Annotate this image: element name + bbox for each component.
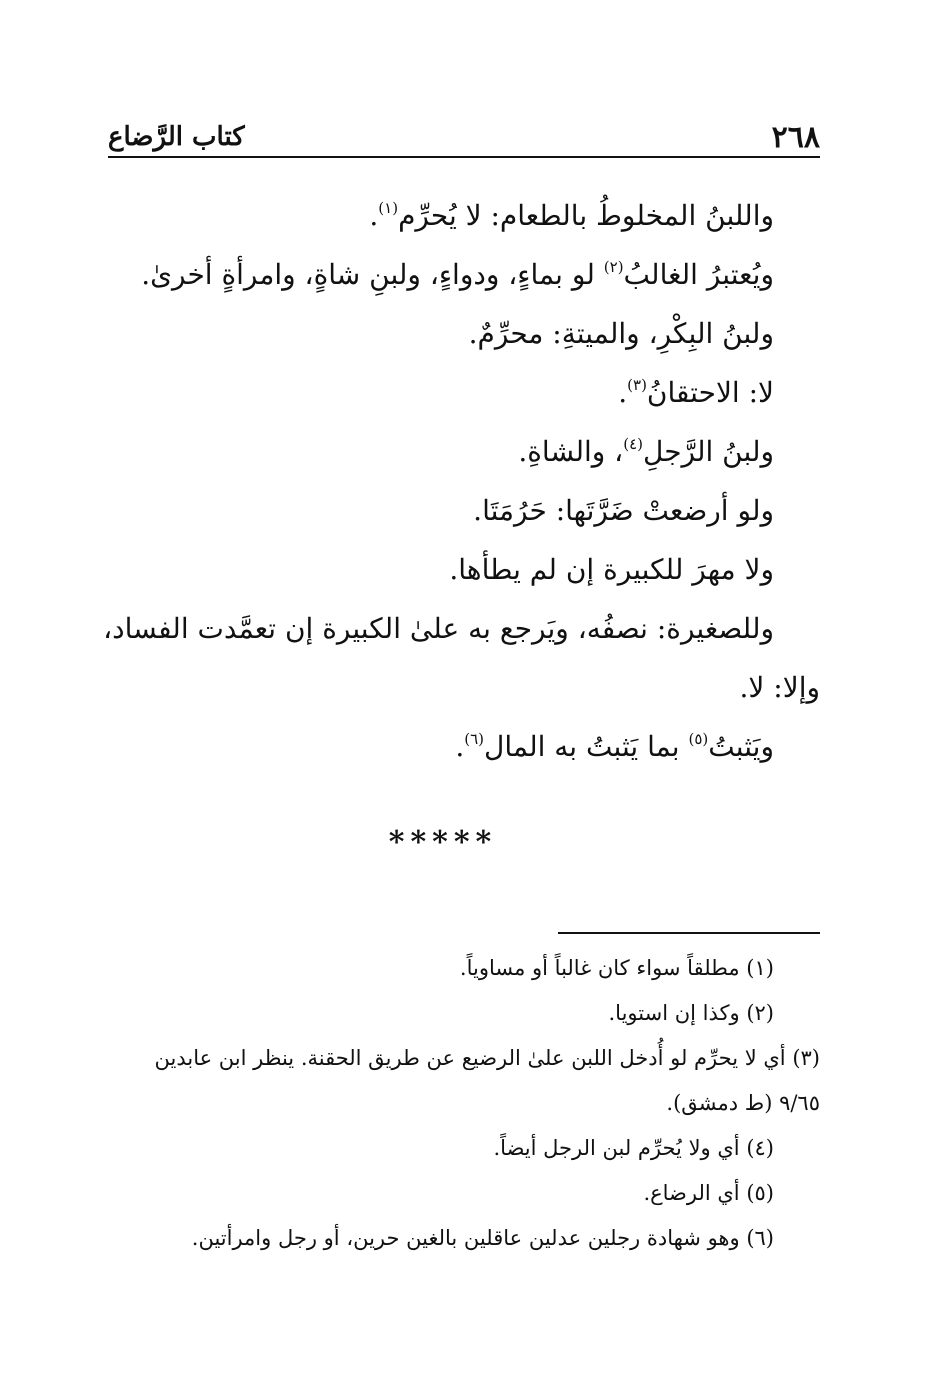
footnote-2: (٢) وكذا إن استويا. [608, 1001, 774, 1025]
footnotes [108, 946, 820, 1261]
footnote-4: (٤) أي ولا يُحرِّم لبن الرجل أيضاً. [493, 1136, 774, 1160]
section-separator: ***** [388, 825, 498, 860]
line-tail: . [455, 730, 465, 763]
text-line-5 [108, 422, 774, 481]
footnote-1: (١) مطلقاً سواء كان غالباً أو مساوياً. [459, 956, 774, 980]
header-rule [108, 156, 820, 158]
footnote-ref: (٦) [464, 730, 485, 748]
line-text: وللصغيرة: نصفُه، ويَرجع به علىٰ الكبيرة إن تعمَّدت الفساد، [103, 612, 774, 645]
footnote-ref: (١) [378, 199, 399, 217]
line-text: ويَثبتُ [708, 730, 774, 763]
text-line-6 [108, 481, 774, 540]
footnote-6: (٦) وهو شهادة رجلين عدلين عاقلين بالغين حرين، أو رجل وامرأتين. [191, 1226, 774, 1250]
line-tail: . [369, 199, 379, 232]
text-line-10 [108, 717, 774, 776]
text-line-8 [103, 599, 774, 658]
line-text: واللبنُ المخلوطُ بالطعام: لا يُحرِّم [398, 199, 774, 232]
line-text: ولبنُ الرَّجلِ [643, 435, 774, 468]
line-tail: . [618, 376, 628, 409]
text-line-1 [108, 186, 774, 245]
footnote-3: (٣) أي لا يحرِّم لو أُدخل اللبن علىٰ الرضيع عن طريق الحقنة. ينظر ابن عابدين [154, 1046, 820, 1070]
text-line-4 [108, 363, 774, 422]
footnote-ref: (٢) [603, 258, 624, 276]
line-text: ولا مهرَ للكبيرة إن لم يطأها. [449, 553, 774, 586]
book-title: كتاب الرَّضاع [108, 122, 245, 152]
footnote-ref: (٥) [688, 730, 709, 748]
page-header [108, 108, 820, 154]
line-text: ولو أرضعتْ ضَرَّتَها: حَرُمَتَا. [473, 494, 774, 527]
text-line-7 [108, 540, 774, 599]
footnote-ref: (٣) [627, 376, 647, 394]
page-number: ٢٦٨ [771, 120, 820, 155]
line-text: ولبنُ البِكْرِ، والميتةِ: محرِّمٌ. [468, 317, 774, 350]
line-tail: لو بماءٍ، ودواءٍ، ولبنِ شاةٍ، وامرأةٍ أخرىٰ. [141, 258, 604, 291]
text-line-3 [108, 304, 774, 363]
footnote-rule [558, 932, 820, 934]
line-text: لا: الاحتقانُ [646, 376, 774, 409]
text-line-9 [108, 658, 820, 717]
line-tail: بما يَثبتُ به المال [484, 730, 689, 763]
footnote-ref: (٤) [623, 435, 643, 453]
line-tail: ، والشاةِ. [518, 435, 624, 468]
line-text: ويُعتبرُ الغالبُ [623, 258, 774, 291]
footnote-3-continuation: ٩/٦٥ (ط دمشق). [666, 1091, 820, 1115]
main-text [103, 186, 820, 776]
footnote-5: (٥) أي الرضاع. [643, 1181, 774, 1205]
text-line-2 [108, 245, 774, 304]
line-text: وإلا: لا. [739, 671, 820, 704]
